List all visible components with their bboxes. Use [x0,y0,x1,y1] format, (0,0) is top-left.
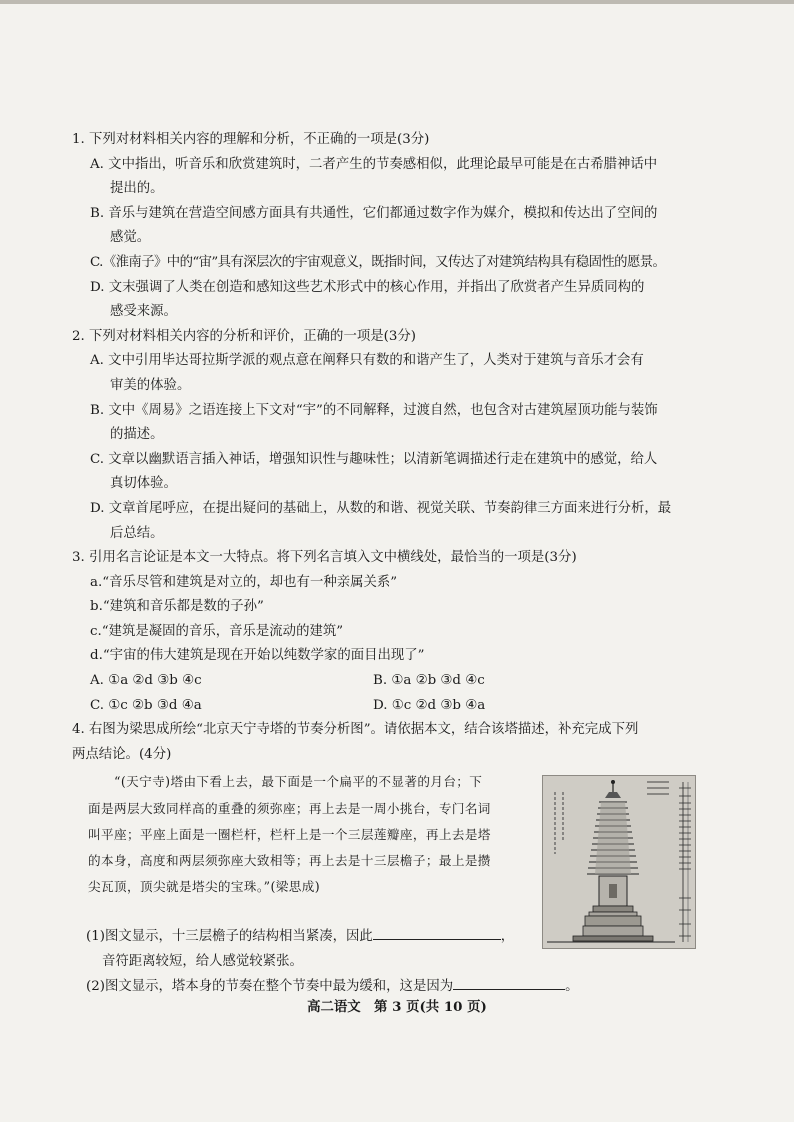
quote-block [72,769,712,925]
question-1 [72,128,712,325]
option-b: B. ①a ②b ③d ④c [373,673,485,689]
quote-c: c.“建筑是凝固的音乐，音乐是流动的建筑” [90,623,344,639]
page-footer: 高二语文 第 3 页(共 10 页) [307,999,487,1015]
option-a: A. ①a ②d ③b ④c [90,673,202,689]
option-a-continued: 审美的体验。 [110,377,191,393]
option-a: A. 文中指出，听音乐和欣赏建筑时，二者产生的节奏感相似，此理论最早可能是在古希腊神话中 [90,156,658,172]
option-b: B. 文中《周易》之语连接上下文对“宇”的不同解释，过渡自然，也包含对古建筑屋顶功能与装饰 [90,402,658,418]
option-a-continued: 提出的。 [110,181,164,197]
option-b-continued: 的描述。 [110,427,164,443]
option-a: A. 文中引用毕达哥拉斯学派的观点意在阐释只有数的和谐产生了，人类对于建筑与音乐才会有 [90,353,644,369]
option-c-continued: 真切体验。 [110,476,177,492]
question-3 [72,546,712,718]
quote-line: 面是两层大致同样高的重叠的须弥座；再上去是一周小挑台，专门名词 [88,800,491,816]
quote-d: d.“宇宙的伟大建筑是现在开始以纯数学家的面目出现了” [90,648,425,664]
option-c: C. ①c ②b ③d ④a [90,697,202,713]
options-row-1 [90,669,712,694]
quote-a: a.“音乐尽管和建筑是对立的，却也有一种亲属关系” [90,574,398,590]
quote-line: 尖瓦顶，顶尖就是塔尖的宝珠。”(梁思成) [88,879,321,895]
pagoda-rhythm-figure [542,775,696,949]
quote-line: “(天宁寺)塔由下看上去，最下面是一个扁平的不显著的月台；下 [114,774,483,790]
sub-question-1-continued: 音符距离较短，给人感觉较紧张。 [102,954,303,970]
question-stem: 3. 引用名言论证是本文一大特点。将下列名言填入文中横线处，最恰当的一项是(3分) [72,550,577,566]
option-d: D. ①c ②d ③b ④a [373,697,486,713]
options-row-2 [90,694,712,719]
question-stem: 1. 下列对材料相关内容的理解和分析，不正确的一项是(3分) [72,132,430,147]
question-4 [72,718,712,999]
question-stem: 4. 右图为梁思成所绘“北京天宁寺塔的节奏分析图”。请依据本文，结合该塔描述，补充完成下列 [72,722,639,738]
option-d: D. 文末强调了人类在创造和感知这些艺术形式中的核心作用，并指出了欣赏者产生异质同构的 [90,279,645,295]
answer-blank[interactable] [453,975,565,990]
option-b: B. 音乐与建筑在营造空间感方面具有共通性，它们都通过数字作为媒介，模拟和传达出了空间的 [90,205,658,221]
question-stem-continued: 两点结论。(4分) [72,746,172,762]
quote-line: 的本身，高度和两层须弥座大致相等；再上去是十三层檐子；最上是攒 [88,853,491,869]
liang-sicheng-quote [88,769,528,900]
option-c: C.《淮南子》中的“宙”具有深层次的宇宙观意义，既指时间，又传达了对建筑结构具有稳固性的愿景。 [90,254,666,270]
answer-blank[interactable] [373,925,501,940]
pagoda-illustration [543,776,695,948]
option-d: D. 文章首尾呼应，在提出疑问的基础上，从数的和谐、视觉关联、节奏韵律三方面来进行分析，最 [90,500,672,516]
quote-b: b.“建筑和音乐都是数的子孙” [90,599,264,615]
question-2 [72,325,712,546]
punctuation: 。 [565,978,579,994]
option-d-continued: 感受来源。 [110,304,177,320]
option-b-continued: 感觉。 [110,230,151,246]
sub-question-text: (1)图文显示，十三层檐子的结构相当紧凑，因此 [86,929,373,945]
quote-line: 叫平座；平座上面是一圈栏杆，栏杆上是一个三层莲瓣座，再上去是塔 [88,826,491,842]
sub-question-text: (2)图文显示，塔本身的节奏在整个节奏中最为缓和，这是因为 [86,978,454,994]
question-stem: 2. 下列对材料相关内容的分析和评价，正确的一项是(3分) [72,328,416,344]
scan-top-edge [0,0,794,4]
option-c: C. 文章以幽默语言插入神话，增强知识性与趣味性；以清新笔调描述行走在建筑中的感觉，给人 [90,451,658,467]
punctuation: ， [500,929,515,945]
exam-body [72,128,712,999]
option-d-continued: 后总结。 [110,525,164,541]
